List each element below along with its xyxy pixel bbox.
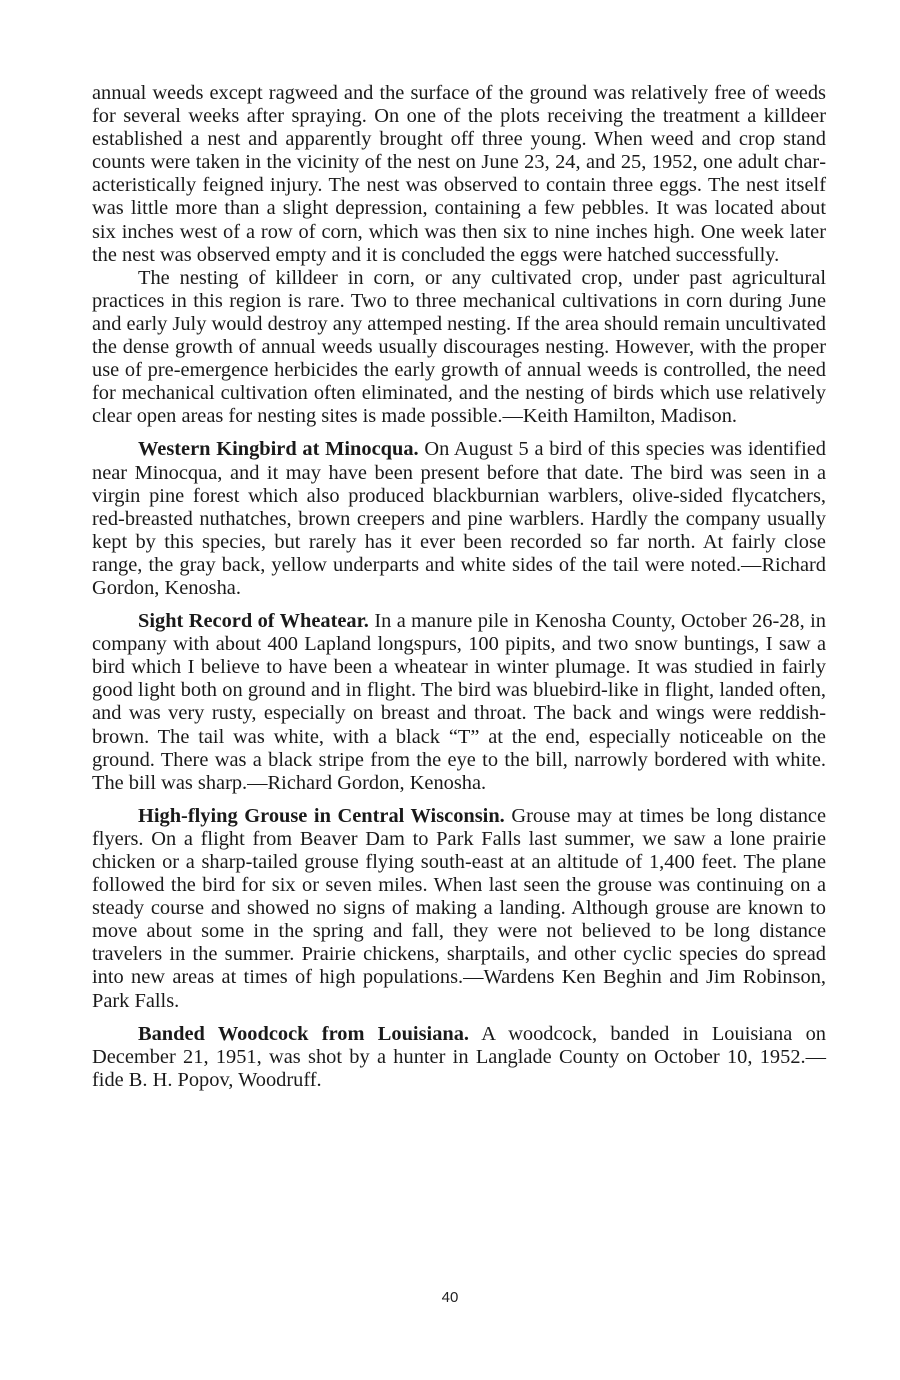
note-heading: Sight Record of Wheatear. bbox=[138, 610, 369, 633]
note-western-kingbird bbox=[92, 438, 826, 600]
paragraph-text: The nesting of killdeer in corn, or any cultivated crop, under past agricultural practices in this region is rare. Two to three mechanical cultivations in corn during June and early July would destroy any attemped nesting. If the area should remain uncultivated the dense growth of annual weeds usually discourages nesting. However, with the proper use of pre-emergence herbicides the early growth of annual weeds is controlled, the need for mechanical cultivation often eliminated, and the nesting of birds which use relatively clear open areas for nesting sites is made possible.—Keith Hamilton, Madison. bbox=[92, 266, 826, 428]
note-high-flying-grouse bbox=[92, 805, 826, 1013]
note-text: Grouse may at times be long distance flyers. On a flight from Beaver Dam to Park Falls last summer, we saw a lone prairie chicken or a sharp-tailed grouse flying south-east at an altitude of 1,400 feet. The plane followed the bird for six or seven miles. When last seen the grouse was continuing on a steady course and showed no signs of making a landing. Although grouse are known to move about some in the spring and fall, they were not believed to be long distance travelers in the summer. Prairie chickens, sharptails, and other cyclic species do spread into new areas at times of high populations.—Wardens Ken Beghin and Jim Robinson, Park Falls. bbox=[92, 804, 827, 1012]
note-wheatear bbox=[92, 610, 826, 795]
note-heading: Western Kingbird at Minocqua. bbox=[138, 438, 419, 461]
paragraph-killdeer-nesting bbox=[92, 267, 826, 429]
note-banded-woodcock bbox=[92, 1023, 826, 1092]
note-text: A woodcock, banded in Louisiana on December 21, 1951, was shot by a hunter in Langlade County on October 10, 1952.—fide B. H. Popov, Woodruff. bbox=[92, 1022, 826, 1091]
paragraph-killdeer-continued bbox=[92, 82, 826, 267]
note-text: On August 5 a bird of this species was identified near Minocqua, and it may have been present before that date. The bird was seen in a virgin pine forest which also produced blackburnian warblers, olive-sided flycatchers, red-breasted nuthatches, brown creepers and pine warblers. Hardly the company usually kept by this species, but rarely has it ever been recorded so far north. At fairly close range, the gray back, yellow underparts and white sides of the tail were noted.—Richard Gordon, Kenosha. bbox=[92, 438, 826, 599]
paragraph-text: annual weeds except ragweed and the surface of the ground was relatively free of weeds for several weeks after spraying. On one of the plots receiving the treatment a killdeer established a nest and apparently brought off three young. When weed and crop stand counts were taken in the vicinity of the nest on June 23, 24, and 25, 1952, one adult characteristically feigned injury. The nest was observed to contain three eggs. The nest itself was little more than a slight depression, containing a few pebbles. It was located about six inches west of a row of corn, which was then six to nine inches high. One week later the nest was observed empty and it is concluded the eggs were hatched successfully. bbox=[92, 82, 826, 266]
note-text: In a manure pile in Kenosha County, October 26-28, in company with about 400 Lapland longspurs, 100 pipits, and two snow buntings, I saw a bird which I believe to have been a wheatear in winter plumage. It was studied in fairly good light both on ground and in flight. The bird was bluebird-like in flight, landed often, and was very rusty, especially on breast and throat. The back and wings were reddish-brown. The tail was white, with a black “T” at the end, especially noticeable on the ground. There was a black stripe from the eye to the bill, narrowly bordered with white. The bill was sharp.—Richard Gordon, Kenosha. bbox=[92, 610, 826, 794]
text-column bbox=[92, 82, 826, 1092]
note-heading: High-flying Grouse in Central Wisconsin. bbox=[138, 804, 505, 827]
page-number: 40 bbox=[441, 1289, 459, 1306]
note-heading: Banded Woodcock from Louisiana. bbox=[138, 1022, 470, 1045]
